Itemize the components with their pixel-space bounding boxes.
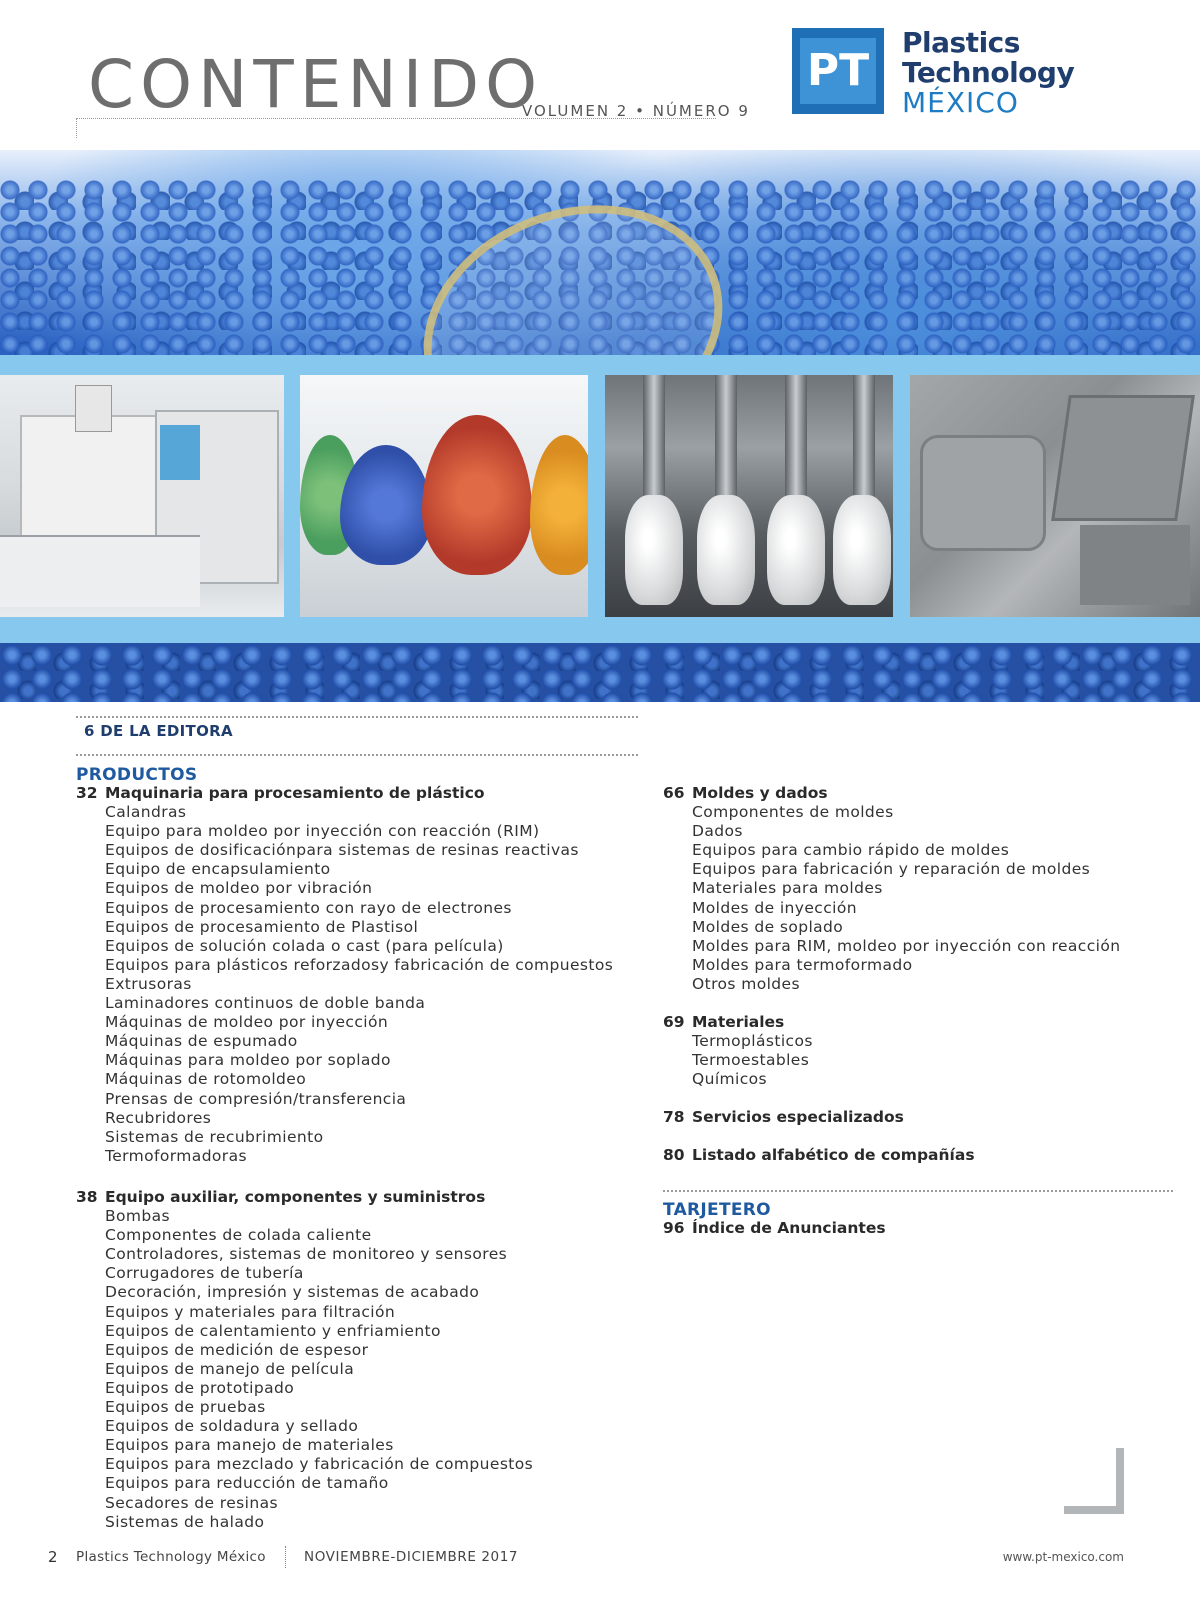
toc-divider-editora: [76, 754, 638, 756]
toc-entry[interactable]: [76, 1188, 533, 1207]
page-header: [0, 0, 1200, 130]
toc-editora[interactable]: 6 DE LA EDITORA: [84, 722, 233, 740]
toc-subitem: Equipo para moldeo por inyección con reacción (RIM): [105, 822, 540, 841]
toc-entry[interactable]: [663, 1146, 975, 1165]
photo-colored-pellets: [300, 375, 588, 617]
toc-subitem: Equipos y materiales para filtración: [105, 1302, 396, 1321]
toc-page-number: 80: [663, 1146, 685, 1164]
toc-subitem: Máquinas de rotomoldeo: [105, 1070, 307, 1089]
toc-entry[interactable]: [663, 1219, 886, 1238]
toc-subitem: Materiales para moldes: [692, 879, 883, 898]
toc-subitem: Equipos de solución colada o cast (para película): [105, 936, 504, 955]
logo-line-2: Technology: [902, 56, 1075, 89]
molded-part: [767, 495, 825, 605]
logo-mark: PT: [800, 38, 876, 104]
toc-subitem: Equipos de manejo de película: [105, 1359, 355, 1378]
toc-subitem: Equipos de moldeo por vibración: [105, 879, 373, 898]
toc-subitem: Máquinas de espumado: [105, 1032, 298, 1051]
toc-subitem: Equipos de procesamiento con rayo de electrones: [105, 898, 512, 917]
toc-page-number: 32: [76, 784, 98, 802]
hero-image: [0, 150, 1200, 702]
tarjetero-heading: TARJETERO: [663, 1200, 771, 1220]
toc-subitem: Máquinas para moldeo por soplado: [105, 1051, 391, 1070]
toc-subitem: Moldes para RIM, moldeo por inyección con reacción: [692, 936, 1121, 955]
toc-subitem: Equipos para reducción de tamaño: [105, 1474, 389, 1493]
toc-subitem: Equipos de dosificaciónpara sistemas de resinas reactivas: [105, 841, 579, 860]
toc-subitem: Calandras: [105, 803, 187, 822]
toc-subitem: Bombas: [105, 1207, 171, 1226]
toc-entry[interactable]: [663, 1108, 904, 1127]
logo-line-1: Plastics: [902, 26, 1020, 59]
productos-heading: PRODUCTOS: [76, 765, 198, 785]
toc-subitem: Extrusoras: [105, 974, 192, 993]
toc-subitem: Equipo de encapsulamiento: [105, 860, 331, 879]
toc-entry[interactable]: [76, 784, 613, 803]
molded-part: [625, 495, 683, 605]
toc-subitem: Sistemas de halado: [105, 1512, 265, 1531]
toc-divider-top: [76, 716, 638, 718]
corner-mark-horizontal: [1064, 1506, 1124, 1514]
logo-line-3: MÉXICO: [902, 86, 1019, 119]
toc-page-number: 78: [663, 1108, 685, 1126]
toc-right-group-80: [663, 1146, 975, 1165]
toc-subitem: Termoformadoras: [105, 1146, 247, 1165]
toc-subitem: Componentes de colada caliente: [105, 1226, 372, 1245]
footer-publication: Plastics Technology México: [76, 1549, 266, 1565]
toc-subitem: Otros moldes: [692, 974, 800, 993]
header-divider-tick: [76, 118, 77, 138]
toc-entry-title: Maquinaria para procesamiento de plástico: [105, 784, 485, 802]
toc-subitem: Equipos de medición de espesor: [105, 1340, 369, 1359]
corner-mark-vertical: [1116, 1448, 1124, 1514]
toc-subitem: Equipos de procesamiento de Plastisol: [105, 917, 419, 936]
volume-number: VOLUMEN 2 • NÚMERO 9: [522, 102, 750, 120]
toc-entry[interactable]: [663, 784, 1120, 803]
toc-subitem: Prensas de compresión/transferencia: [105, 1089, 407, 1108]
toc-subitem: Equipos para plásticos reforzadosy fabricación de compuestos: [105, 955, 614, 974]
mold-cavity: [920, 435, 1046, 551]
table-of-contents: [0, 702, 1200, 1600]
toc-subitem: Sistemas de recubrimiento: [105, 1127, 324, 1146]
toc-subitem: Moldes de soplado: [692, 917, 844, 936]
mold-plate: [1080, 525, 1190, 605]
toc-page-number: 96: [663, 1219, 685, 1237]
toc-entry-title: Listado alfabético de compañías: [692, 1146, 975, 1164]
toc-subitem: Equipos de pruebas: [105, 1398, 266, 1417]
toc-divider-tarjetero: [663, 1190, 1173, 1192]
pt-logo: [792, 28, 1092, 118]
photo-blow-molding: [605, 375, 893, 617]
toc-page-number: 69: [663, 1013, 685, 1031]
orange-pellet-drop: [530, 435, 588, 575]
toc-entry-title: Índice de Anunciantes: [692, 1219, 886, 1237]
molded-part: [833, 495, 891, 605]
footer-date: NOVIEMBRE-DICIEMBRE 2017: [304, 1549, 519, 1565]
mold-block: [1051, 395, 1195, 521]
toc-subitem: Equipos para cambio rápido de moldes: [692, 841, 1010, 860]
toc-left-group-32: [76, 784, 613, 1166]
toc-subitem: Recubridores: [105, 1108, 212, 1127]
machine-hopper: [75, 385, 112, 432]
toc-right-group-69: [663, 1013, 813, 1089]
toc-subitem: Decoración, impresión y sistemas de acabado: [105, 1283, 480, 1302]
toc-subitem: Máquinas de moldeo por inyección: [105, 1013, 389, 1032]
toc-subitem: Dados: [692, 822, 743, 841]
toc-subitem: Equipos de prototipado: [105, 1378, 295, 1397]
toc-subitem: Químicos: [692, 1070, 768, 1089]
toc-subitem: Componentes de moldes: [692, 803, 894, 822]
footer-url[interactable]: www.pt-mexico.com: [1002, 1550, 1124, 1564]
logo-wordmark: [902, 28, 1074, 118]
toc-subitem: Equipos de calentamiento y enfriamiento: [105, 1321, 441, 1340]
toc-left-group-38: [76, 1188, 533, 1532]
toc-entry-title: Servicios especializados: [692, 1108, 904, 1126]
toc-subitem: Termoestables: [692, 1051, 810, 1070]
toc-subitem: Termoplásticos: [692, 1032, 813, 1051]
machine-base: [0, 535, 200, 607]
toc-subitem: Moldes de inyección: [692, 898, 857, 917]
toc-subitem: Equipos para manejo de materiales: [105, 1436, 394, 1455]
page-title: CONTENIDO: [88, 46, 544, 123]
toc-page-number: 66: [663, 784, 685, 802]
page-footer: [0, 1540, 1200, 1580]
toc-subitem: Controladores, sistemas de monitoreo y sensores: [105, 1245, 508, 1264]
toc-subitem: Laminadores continuos de doble banda: [105, 994, 426, 1013]
toc-page-number: 38: [76, 1188, 98, 1206]
machine-body: [20, 415, 174, 539]
toc-entry-title: Materiales: [692, 1013, 785, 1031]
photo-injection-machine: [0, 375, 284, 617]
toc-subitem: Corrugadores de tubería: [105, 1264, 304, 1283]
blue-pellets-strip: [0, 643, 1200, 702]
toc-right-group-66: [663, 784, 1120, 994]
toc-right-group-78: [663, 1108, 904, 1127]
toc-subitem: Equipos de soldadura y sellado: [105, 1417, 359, 1436]
toc-subitem: Secadores de resinas: [105, 1493, 278, 1512]
toc-entry[interactable]: [663, 1013, 813, 1032]
toc-right-group-96: [663, 1219, 886, 1238]
molded-part: [697, 495, 755, 605]
toc-entry-title: Moldes y dados: [692, 784, 828, 802]
photo-metal-mold: [910, 375, 1200, 617]
toc-subitem: Equipos para mezclado y fabricación de compuestos: [105, 1455, 534, 1474]
machine-screen: [160, 425, 200, 480]
corner-mark: [1064, 1448, 1124, 1514]
toc-entry-title: Equipo auxiliar, componentes y suministros: [105, 1188, 486, 1206]
page-number: 2: [48, 1548, 58, 1566]
logo-mark-box: [792, 28, 884, 114]
red-pellet-drop: [422, 415, 532, 575]
toc-subitem: Equipos para fabricación y reparación de moldes: [692, 860, 1091, 879]
header-divider: [76, 118, 716, 119]
toc-subitem: Moldes para termoformado: [692, 955, 913, 974]
footer-separator: [285, 1546, 286, 1568]
